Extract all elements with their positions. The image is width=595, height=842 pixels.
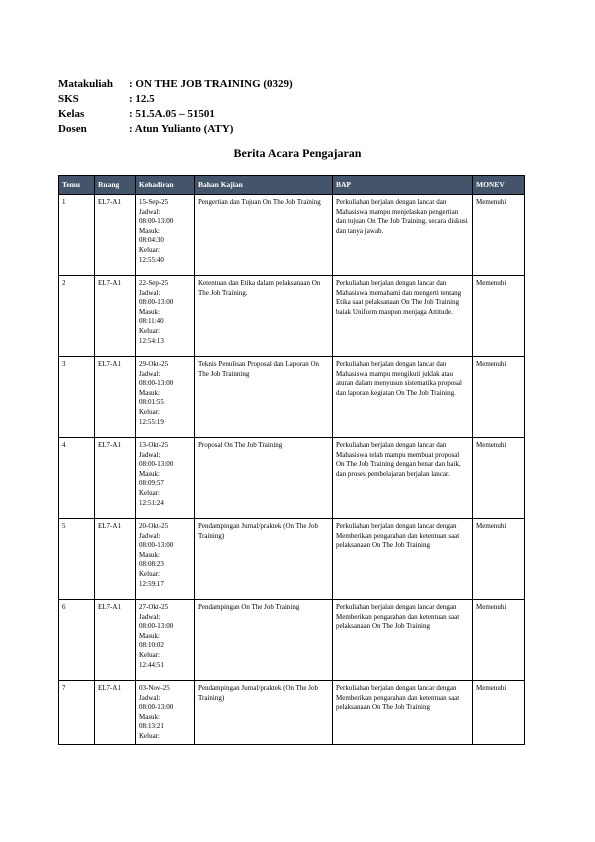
attendance-date: 22-Sep-25 [139,279,169,287]
cell-monev: Memenuhi [473,438,525,519]
cell-ruang: EL7-A1 [95,600,136,681]
cell-monev: Memenuhi [473,600,525,681]
attendance-label: Masuk: [139,388,160,397]
attendance-label: Jadwal: [139,369,161,378]
attendance-value: 08:10:02 [139,641,164,650]
attendance-label: Keluar: [139,488,160,497]
attendance-label: Keluar: [139,650,160,659]
cell-temu: 7 [59,681,95,745]
info-value: : 12.5 [129,93,155,105]
cell-bap: Perkuliahan berjalan dengan lancar dan Mahasiswa mampu menjelaskan pengertian dan tujuan On The Job Training, secara diskusi dan tanya jawab. [333,195,473,276]
attendance-label: Keluar: [139,245,160,254]
column-header-temu: Temu [59,176,95,195]
attendance-date: 13-Okt-25 [139,441,169,449]
cell-temu: 6 [59,600,95,681]
cell-ruang: EL7-A1 [95,357,136,438]
table-row [59,357,525,438]
table-row [59,276,525,357]
info-row-sks [58,92,293,107]
attendance-value: 12:59:17 [139,579,164,588]
table-row [59,195,525,276]
attendance-label: Masuk: [139,226,160,235]
attendance-label: Masuk: [139,469,160,478]
attendance-value: 08:04:30 [139,236,164,245]
attendance-date: 20-Okt-25 [139,522,169,530]
column-header-kehadiran: Kehadiran [136,176,195,195]
table-row [59,600,525,681]
info-label: Dosen [58,123,87,135]
attendance-value: 08:11:40 [139,317,164,326]
attendance-value: 08:13:21 [139,722,164,731]
attendance-label: Masuk: [139,712,160,721]
attendance-value: 08:00-13:00 [139,217,174,226]
cell-monev: Memenuhi [473,357,525,438]
page-title: Berita Acara Pengajaran [233,146,362,160]
cell-bap: Perkuliahan berjalan dengan lancar dengan Memberikan pengarahan dan ketentuan saat pelaksanaan On The Job Training [333,681,473,745]
info-row-kelas [58,107,293,122]
attendance-label: Keluar: [139,731,160,740]
cell-bap: Perkuliahan berjalan dengan lancar dan Mahasiswa telah mampu membuat proposal On The Job Training dengan benar dan baik, dan proses pembelajaran berjalan lancar. [333,438,473,519]
cell-bahan-kajian: Ketentuan dan Etika dalam pelaksanaan On The Job Training. [195,276,333,357]
bap-table [58,175,525,745]
attendance-label: Jadwal: [139,207,161,216]
cell-bap: Perkuliahan berjalan dengan lancar dan Mahasiswa memahami dan mengerti tentang Etika saat pelaksanaan On The Job Training baiak Uniform maupun menjaga Attitude. [333,276,473,357]
attendance-label: Jadwal: [139,288,161,297]
cell-bahan-kajian: Pendampingan Jurnal/praktek (On The Job Training) [195,681,333,745]
cell-kehadiran [136,357,195,438]
attendance-value: 08:00-13:00 [139,622,174,631]
attendance-value: 08:00-13:00 [139,460,174,469]
info-value: : 51.5A.05 – 51501 [129,108,215,120]
cell-ruang: EL7-A1 [95,438,136,519]
cell-bap: Perkuliahan berjalan dengan lancar dan Mahasiswa mampu mengikuti juklak atau aturan dalam menyusun sistematika proposal dan laporan kegiatan On The Job Training. [333,357,473,438]
attendance-value: 08:00-13:00 [139,703,174,712]
cell-bahan-kajian: Teknis Penulisan Proposal dan Laporan On The Job Trainning [195,357,333,438]
info-row-matakuliah [58,77,293,92]
attendance-label: Masuk: [139,631,160,640]
cell-bap: Perkuliahan berjalan dengan lancar dengan Memberikan pengarahan dan ketentuan saat pelaksanaan On The Job Training [333,600,473,681]
cell-monev: Memenuhi [473,681,525,745]
attendance-label: Jadwal: [139,693,161,702]
cell-monev: Memenuhi [473,276,525,357]
attendance-date: 29-Okt-25 [139,360,169,368]
attendance-value: 08:00-13:00 [139,541,174,550]
info-label: Matakuliah [58,78,114,90]
attendance-value: 08:09:57 [139,479,164,488]
cell-kehadiran [136,276,195,357]
cell-bahan-kajian: Pengertian dan Tujuan On The Job Training [195,195,333,276]
cell-bahan-kajian: Pendampingan On The Job Training [195,600,333,681]
attendance-value: 12:55:19 [139,417,164,426]
cell-ruang: EL7-A1 [95,195,136,276]
attendance-date: 27-Okt-25 [139,603,169,611]
course-info [58,77,293,137]
attendance-value: 12:51:24 [139,498,164,507]
attendance-value: 08:01:55 [139,398,164,407]
cell-temu: 4 [59,438,95,519]
attendance-label: Masuk: [139,307,160,316]
info-label: SKS [58,93,79,105]
cell-ruang: EL7-A1 [95,681,136,745]
cell-temu: 2 [59,276,95,357]
attendance-value: 08:08:23 [139,560,164,569]
attendance-label: Jadwal: [139,531,161,540]
attendance-value: 12:54:13 [139,336,164,345]
table-row [59,438,525,519]
info-row-dosen [58,122,293,137]
cell-temu: 3 [59,357,95,438]
column-header-monev: MONEV [473,176,525,195]
cell-monev: Memenuhi [473,519,525,600]
attendance-date: 03-Nov-25 [139,684,170,692]
cell-kehadiran [136,519,195,600]
attendance-label: Jadwal: [139,450,161,459]
attendance-value: 08:00-13:00 [139,298,174,307]
table-row [59,519,525,600]
cell-kehadiran [136,681,195,745]
cell-temu: 5 [59,519,95,600]
column-header-bahan-kajian: Bahan Kajian [195,176,333,195]
attendance-value: 12:44:51 [139,660,164,669]
attendance-label: Masuk: [139,550,160,559]
attendance-date: 15-Sep-25 [139,198,169,206]
attendance-label: Keluar: [139,569,160,578]
info-value: : ON THE JOB TRAINING (0329) [129,78,293,90]
cell-monev: Memenuhi [473,195,525,276]
info-value: : Atun Yulianto (ATY) [129,123,234,135]
attendance-label: Keluar: [139,326,160,335]
cell-temu: 1 [59,195,95,276]
cell-kehadiran [136,195,195,276]
cell-bahan-kajian: Pendampingan Jurnal/praktek (On The Job Training) [195,519,333,600]
cell-kehadiran [136,600,195,681]
cell-bahan-kajian: Proposal On The Job Training [195,438,333,519]
table-header-row [59,176,525,195]
cell-ruang: EL7-A1 [95,519,136,600]
attendance-label: Jadwal: [139,612,161,621]
column-header-ruang: Ruang [95,176,136,195]
table-row [59,681,525,745]
attendance-label: Keluar: [139,407,160,416]
cell-bap: Perkuliahan berjalan dengan lancar dengan Memberikan pengarahan dan ketentuan saat pelaksanaan On The Job Training [333,519,473,600]
attendance-value: 12:55:40 [139,255,164,264]
cell-ruang: EL7-A1 [95,276,136,357]
info-label: Kelas [58,108,85,120]
column-header-bap: BAP [333,176,473,195]
attendance-value: 08:00-13:00 [139,379,174,388]
cell-kehadiran [136,438,195,519]
